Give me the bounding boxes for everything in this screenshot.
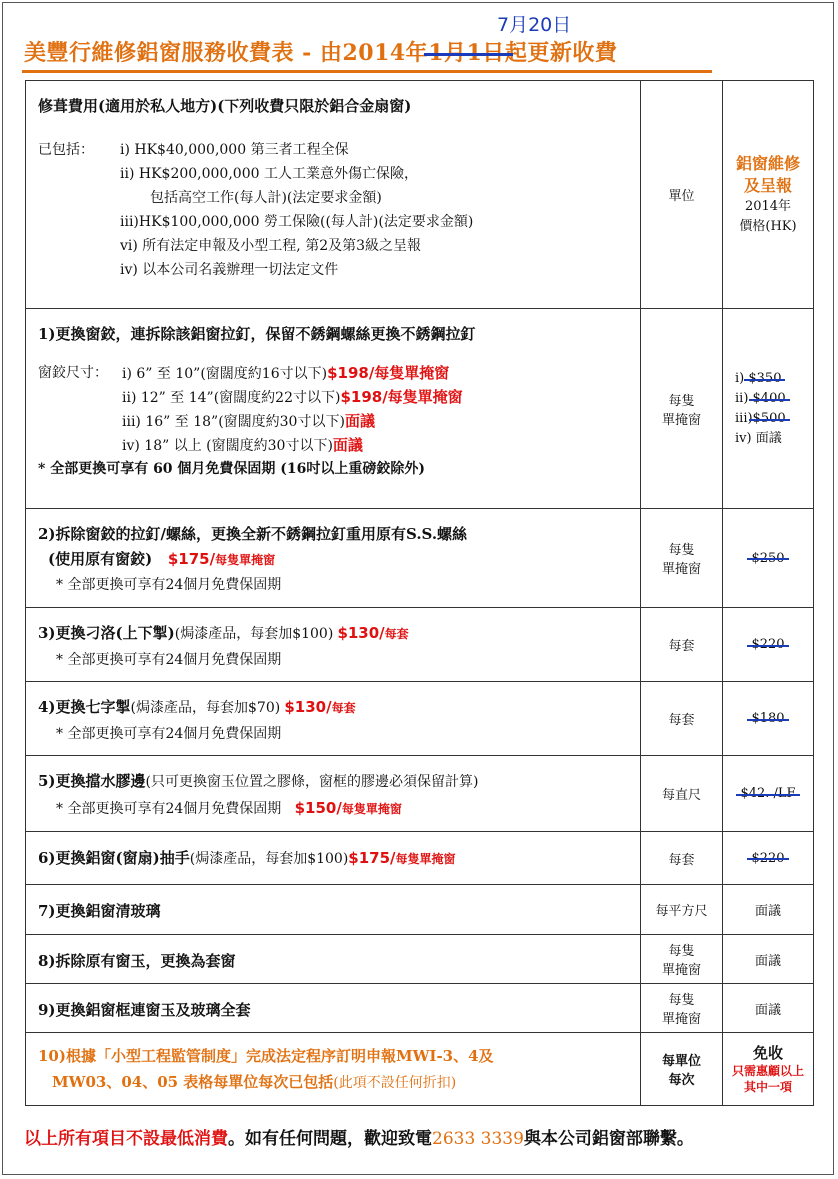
title-suffix: 起更新收費 — [504, 40, 618, 66]
row3-desc — [26, 608, 641, 682]
fee-table — [25, 80, 814, 1106]
title-prefix: 美豐行維修鋁窗服務收費表 - 由2014年 — [24, 40, 429, 66]
row4-desc — [26, 682, 641, 756]
page-title — [24, 36, 617, 67]
row6-old-price: $220 — [723, 832, 814, 885]
table-row — [26, 832, 814, 885]
size-price: $198/每隻單掩窗 — [340, 388, 463, 406]
row5-note: * 全部更換可享有24個月免費保固期 $150/每隻單掩窗 — [56, 799, 402, 817]
row1-title: 1)更換窗鉸，連拆除該鋁窗拉釘，保留不銹鋼螺絲更換不銹鋼拉釘 — [38, 325, 476, 343]
title-underline — [22, 70, 712, 73]
row1-old-prices — [723, 309, 814, 509]
row4-old-price: $180 — [723, 682, 814, 756]
row5-old-price: $42. /LF — [723, 756, 814, 832]
included-block — [38, 138, 628, 282]
row2-title: 2)拆除窗鉸的拉釘/螺絲，更換全新不銹鋼拉釘重用原有S.S.螺絲 — [38, 524, 468, 543]
row6-desc — [26, 832, 641, 885]
row8-unit: 每隻 單掩窗 — [641, 935, 723, 984]
old-price-item: ii) $400 — [735, 389, 813, 409]
row4-note: * 全部更換可享有24個月免費保固期 — [56, 725, 282, 742]
row5-title: 5)更換擋水膠邊(只可更換窗玉位置之膠條，窗框的膠邊必須保留計算) — [38, 772, 479, 790]
footer-contact: 以上所有項目不設最低消費。如有任何問題，歡迎致電2633 3339與本公司鋁窗部聯繫。 — [24, 1129, 694, 1149]
included-item: iii)HK$100,000,000 勞工保險((每人計)(法定要求金額) — [120, 214, 474, 230]
row9-unit: 每隻 單掩窗 — [641, 984, 723, 1033]
price-heading-line1: 鋁窗維修 — [735, 153, 800, 173]
header-unit-cell: 單位 — [641, 81, 723, 309]
size-item: i) 6” 至 10”(窗闊度約16寸以下)$198/每隻單掩窗 — [122, 364, 450, 382]
row10-unit: 每單位 每次 — [641, 1033, 723, 1106]
old-price-item: iv) 面議 — [735, 430, 782, 446]
included-item: i) HK$40,000,000 第三者工程全保 — [120, 142, 349, 158]
included-item: iv) 以本公司名義辦理一切法定文件 — [120, 262, 339, 278]
size-item: ii) 12” 至 14”(窗闊度約22寸以下)$198/每隻單掩窗 — [122, 388, 463, 406]
row1-sizes-label: 窗鉸尺寸： — [38, 365, 108, 381]
row3-note: * 全部更換可享有24個月免費保固期 — [56, 651, 282, 668]
row1-note: * 全部更換可享有 60 個月免費保固期 (16吋以上重磅鉸除外) — [38, 461, 426, 477]
row3-old-price: $220 — [723, 608, 814, 682]
row2-old-price: $250 — [723, 509, 814, 608]
footer-min-charge: 以上所有項目不設最低消費 — [24, 1129, 228, 1149]
row5-desc — [26, 756, 641, 832]
row2-desc — [26, 509, 641, 608]
size-item: iii) 16” 至 18”(窗闊度約30寸以下)面議 — [122, 412, 375, 430]
table-row — [26, 935, 814, 984]
row4-unit: 每套 — [641, 682, 723, 756]
row8-price: 面議 — [723, 935, 814, 984]
size-price: $198/每隻單掩窗 — [327, 364, 450, 382]
row9-desc: 9)更換鋁窗框連窗玉及玻璃全套 — [26, 984, 641, 1033]
table-row — [26, 682, 814, 756]
table-row — [26, 309, 814, 509]
row10-title-b: MW03、04、05 表格每單位每次已包括(此項不設任何折扣) — [52, 1073, 457, 1091]
header-heading: 修葺費用(適用於私人地方)(下列收費只限於鋁合金扇窗) — [38, 97, 412, 115]
row4-title: 4)更換七字掣(焗漆產品，每套加$70) $130/每套 — [38, 697, 356, 716]
row3-unit: 每套 — [641, 608, 723, 682]
included-label: 已包括： — [38, 142, 94, 158]
row2-line2: (使用原有窗鉸) $175/每隻單掩窗 — [48, 549, 276, 568]
table-header-row — [26, 81, 814, 309]
row2-price: $175/ — [167, 549, 216, 568]
price-heading-line2: 及呈報 — [743, 175, 792, 195]
table-row — [26, 756, 814, 832]
size-item: iv) 18” 以上 (窗闊度約30寸以下)面議 — [122, 436, 363, 454]
row7-desc: 7)更換鋁窗清玻璃 — [26, 885, 641, 935]
size-price: 面議 — [332, 436, 363, 454]
header-price-cell — [723, 81, 814, 309]
old-price-item: i) $350 — [735, 369, 813, 389]
table-row — [26, 509, 814, 608]
old-price-item: iii)$500 — [735, 409, 813, 429]
title-struck-date: 1月1日 — [428, 40, 505, 66]
table-row — [26, 1033, 814, 1106]
included-item: ii) HK$200,000,000 工人工業意外傷亡保險， — [120, 166, 418, 182]
row7-unit: 每平方尺 — [641, 885, 723, 935]
row8-desc: 8)拆除原有窗玉，更換為套窗 — [26, 935, 641, 984]
table-row — [26, 885, 814, 935]
row2-unit: 每隻 單掩窗 — [641, 509, 723, 608]
row6-title: 6)更換鋁窗(窗扇)抽手(焗漆產品，每套加$100)$175/每隻單掩窗 — [38, 849, 456, 867]
row3-title: 3)更換刁洛(上下掣)(焗漆產品，每套加$100) $130/每套 — [38, 623, 409, 642]
size-price: 面議 — [344, 412, 375, 430]
header-desc-cell — [26, 81, 641, 309]
row7-price: 面議 — [723, 885, 814, 935]
row1-unit: 每隻 單掩窗 — [641, 309, 723, 509]
row10-title-a: 10)根據「小型工程監管制度」完成法定程序訂明申報MWI-3、4及 — [38, 1047, 494, 1065]
row10-price: 免收 只需惠顧以上 其中一項 — [723, 1033, 814, 1106]
price-heading-year: 2014年 — [744, 198, 792, 214]
row10-desc — [26, 1033, 641, 1106]
table-row — [26, 984, 814, 1033]
handwritten-date: 7月20日 — [497, 14, 572, 36]
table-row — [26, 608, 814, 682]
row1-desc — [26, 309, 641, 509]
row6-unit: 每套 — [641, 832, 723, 885]
included-item: 包括高空工作(每人計)(法定要求金額) — [150, 190, 382, 206]
included-item: vi) 所有法定申報及小型工程, 第2及第3級之呈報 — [120, 238, 422, 254]
row5-unit: 每直尺 — [641, 756, 723, 832]
price-heading-currency: 價格(HK) — [739, 218, 797, 234]
row2-note: * 全部更換可享有24個月免費保固期 — [56, 576, 282, 593]
footer-phone: 2633 3339 — [432, 1129, 524, 1149]
row9-price: 面議 — [723, 984, 814, 1033]
